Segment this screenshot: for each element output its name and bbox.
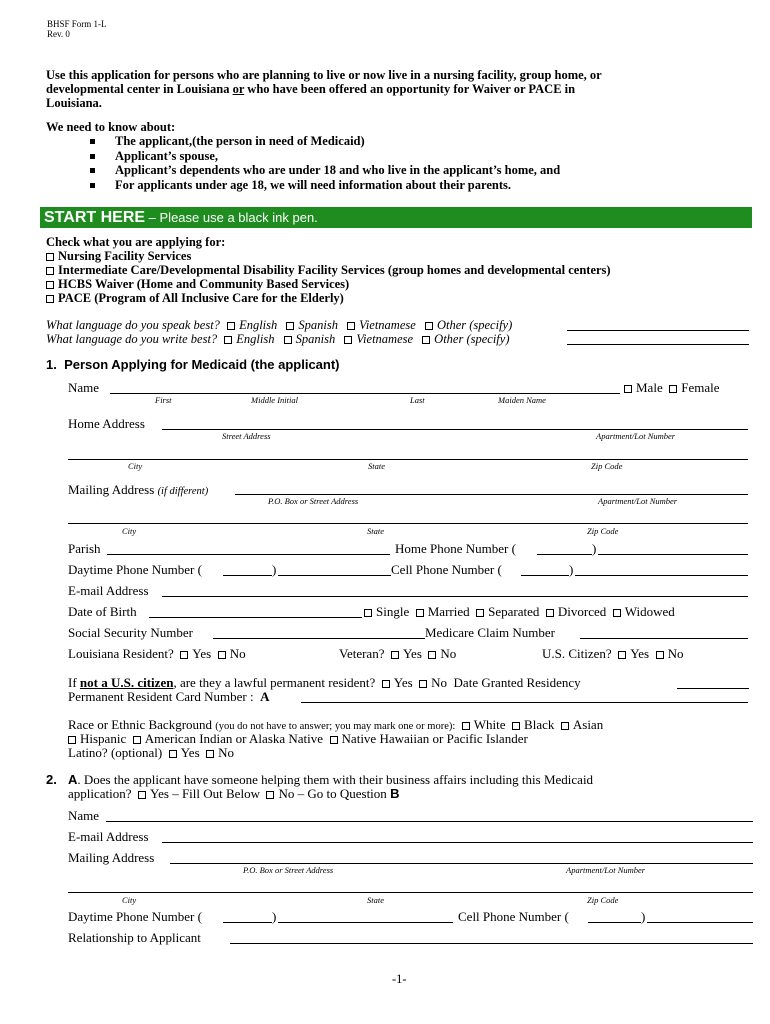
checkbox-icon[interactable] — [624, 385, 632, 393]
cell-phone-area-field[interactable] — [521, 575, 569, 576]
medicare-label: Medicare Claim Number — [425, 625, 555, 640]
checkbox-icon[interactable] — [218, 651, 226, 659]
helper-name-field[interactable] — [106, 821, 753, 822]
checkbox-icon[interactable] — [425, 322, 433, 330]
paren: ) — [272, 562, 277, 577]
page-number: -1- — [392, 972, 407, 986]
banner-subtitle: Please use a black ink pen. — [159, 210, 318, 225]
sub-apt: Apartment/Lot Number — [596, 431, 676, 441]
ssn-field[interactable] — [213, 638, 425, 639]
checkbox-icon[interactable] — [618, 651, 626, 659]
parish-label: Parish — [68, 541, 101, 556]
helper-email-label: E-mail Address — [68, 829, 149, 844]
sub-middle: Middle Initial — [251, 395, 298, 405]
latino-row: Latino? (optional) Yes No — [68, 745, 235, 760]
section-1-heading: 1. Person Applying for Medicaid (the applicant) — [46, 357, 340, 372]
sub-street: Street Address — [222, 431, 271, 441]
sub-first: First — [155, 395, 172, 405]
checkbox-icon[interactable] — [330, 736, 338, 744]
checkbox-icon[interactable] — [138, 791, 146, 799]
applying-option-pace[interactable]: PACE (Program of All Inclusive Care for the Elderly) — [46, 291, 344, 306]
paren: ) — [272, 909, 277, 924]
paren: ) — [641, 909, 646, 924]
language-speak-other-field[interactable] — [567, 330, 749, 331]
veteran: Veteran? Yes No — [339, 646, 457, 661]
sub-po-box: P.O. Box or Street Address — [243, 865, 334, 875]
checkbox-icon[interactable] — [266, 791, 274, 799]
checkbox-icon[interactable] — [180, 651, 188, 659]
checkbox-icon[interactable] — [382, 680, 390, 688]
mailing-address-label: Mailing Address (if different) — [68, 482, 209, 497]
sex-options: Male Female — [624, 380, 719, 396]
helper-city-state-zip-field[interactable] — [68, 892, 753, 893]
marital-status: Single Married Separated Divorced Widowed — [364, 604, 675, 620]
lawful-resident-question: If not a U.S. citizen, are they a lawful permanent resident? Yes No Date Granted Residency — [68, 675, 581, 690]
paren: ) — [569, 562, 574, 577]
email-field[interactable] — [162, 596, 748, 597]
banner-title: START HERE — [44, 209, 146, 226]
race-row-2: Hispanic American Indian or Alaska Native Native Hawaiian or Pacific Islander — [68, 731, 528, 747]
dob-label: Date of Birth — [68, 604, 137, 619]
sub-maiden: Maiden Name — [498, 395, 546, 405]
checkbox-icon[interactable] — [133, 736, 141, 744]
form-revision: Rev. 0 — [47, 29, 70, 39]
dob-field[interactable] — [149, 617, 362, 618]
race-row-1: Race or Ethnic Background (you do not have to answer; you may mark one or more): White Black Asian — [68, 717, 604, 732]
checkbox-icon[interactable] — [656, 651, 664, 659]
checkbox-icon[interactable] — [391, 651, 399, 659]
mailing-address-field[interactable] — [235, 494, 748, 495]
helper-cell-phone-label: Cell Phone Number ( — [458, 909, 569, 924]
medicare-field[interactable] — [580, 638, 748, 639]
checkbox-icon[interactable] — [347, 322, 355, 330]
sub-state: State — [367, 526, 384, 536]
need-item: The applicant,(the person in need of Medicaid) — [90, 134, 560, 149]
checkbox-icon[interactable] — [422, 336, 430, 344]
name-label: Name — [68, 380, 100, 395]
section-2-question-line-2: application? Yes – Fill Out Below No – Go to Question B — [68, 786, 400, 801]
home-phone-label: Home Phone Number ( — [395, 541, 516, 556]
need-label: We need to know about: — [46, 120, 176, 134]
home-address-field[interactable] — [162, 429, 748, 430]
parish-field[interactable] — [107, 554, 390, 555]
sub-last: Last — [410, 395, 425, 405]
mailing-city-state-zip-field[interactable] — [68, 523, 748, 524]
daytime-phone-field[interactable] — [278, 575, 391, 576]
helper-daytime-phone-area-field[interactable] — [223, 922, 272, 923]
helper-name-label: Name — [68, 808, 100, 823]
sub-apt: Apartment/Lot Number — [566, 865, 646, 875]
section-2-question-line-1: A. Does the applicant have someone helping them with their business affairs including this Medicaid — [68, 772, 594, 787]
helper-daytime-phone-field[interactable] — [278, 922, 453, 923]
checkbox-icon[interactable] — [613, 609, 621, 617]
checkbox-icon[interactable] — [416, 609, 424, 617]
sub-apt: Apartment/Lot Number — [598, 496, 678, 506]
checkbox-icon[interactable] — [68, 736, 76, 744]
helper-daytime-phone-label: Daytime Phone Number ( — [68, 909, 202, 924]
email-label: E-mail Address — [68, 583, 149, 598]
form-id: BHSF Form 1-L — [47, 19, 107, 29]
helper-email-field[interactable] — [162, 842, 753, 843]
language-write-other-field[interactable] — [567, 344, 749, 345]
sub-city: City — [122, 526, 137, 536]
perm-card-label: Permanent Resident Card Number : A — [68, 689, 270, 704]
intro-line-3: Louisiana. — [46, 96, 102, 110]
checkbox-icon[interactable] — [669, 385, 677, 393]
intro-line-1: Use this application for persons who are planning to live or now live in a nursing facility, group home, or — [46, 68, 602, 82]
section-2-number: 2. — [46, 772, 57, 787]
date-granted-field[interactable] — [677, 688, 749, 689]
daytime-phone-label: Daytime Phone Number ( — [68, 562, 202, 577]
paren: ) — [592, 541, 597, 556]
sub-city: City — [128, 461, 143, 471]
home-address-label: Home Address — [68, 416, 145, 431]
helper-mailing-field[interactable] — [170, 863, 753, 864]
applying-option-nursing[interactable]: Nursing Facility Services — [46, 249, 191, 264]
checkbox-icon[interactable] — [462, 722, 470, 730]
relationship-label: Relationship to Applicant — [68, 930, 201, 945]
checkbox-icon[interactable] — [512, 722, 520, 730]
relationship-field[interactable] — [230, 943, 753, 944]
language-write-row: What language do you write best? English Spanish Vietnamese Other (specify) — [46, 332, 510, 346]
checkbox-icon[interactable] — [344, 336, 352, 344]
start-here-banner: START HERE – Please use a black ink pen. — [40, 207, 752, 228]
checkbox-icon[interactable] — [428, 651, 436, 659]
sub-zip: Zip Code — [587, 895, 619, 905]
checkbox-icon[interactable] — [224, 336, 232, 344]
home-city-state-zip-field[interactable] — [68, 459, 748, 460]
sub-po-box: P.O. Box or Street Address — [268, 496, 359, 506]
checkbox-icon[interactable] — [364, 609, 372, 617]
helper-cell-phone-area-field[interactable] — [588, 922, 641, 923]
checkbox-icon[interactable] — [284, 336, 292, 344]
perm-card-field[interactable] — [301, 702, 748, 703]
need-item: Applicant’s spouse, — [90, 149, 560, 164]
sub-city: City — [122, 895, 137, 905]
la-resident: Louisiana Resident? Yes No — [68, 646, 246, 661]
home-phone-area-field[interactable] — [537, 554, 592, 555]
daytime-phone-area-field[interactable] — [223, 575, 272, 576]
checkbox-icon[interactable] — [546, 609, 554, 617]
cell-phone-label: Cell Phone Number ( — [391, 562, 502, 577]
helper-cell-phone-field[interactable] — [647, 922, 753, 923]
home-phone-field[interactable] — [598, 554, 748, 555]
checkbox-icon[interactable] — [286, 322, 294, 330]
helper-mailing-label: Mailing Address — [68, 850, 155, 865]
applying-option-icf[interactable]: Intermediate Care/Developmental Disability Facility Services (group homes and developmental centers) — [46, 263, 611, 278]
checkbox-icon[interactable] — [46, 295, 54, 303]
checkbox-icon[interactable] — [46, 267, 54, 275]
checkbox-icon[interactable] — [169, 750, 177, 758]
checkbox-icon[interactable] — [46, 281, 54, 289]
applying-label: Check what you are applying for: — [46, 235, 226, 249]
language-speak-row: What language do you speak best? English Spanish Vietnamese Other (specify) — [46, 318, 513, 332]
checkbox-icon[interactable] — [561, 722, 569, 730]
checkbox-icon[interactable] — [419, 680, 427, 688]
need-item: Applicant’s dependents who are under 18 and who live in the applicant’s home, and — [90, 163, 560, 178]
applying-option-hcbs[interactable]: HCBS Waiver (Home and Community Based Services) — [46, 277, 349, 292]
need-item: For applicants under age 18, we will need information about their parents. — [90, 178, 560, 193]
ssn-label: Social Security Number — [68, 625, 193, 640]
sub-state: State — [367, 895, 384, 905]
applicant-name-field[interactable] — [110, 393, 620, 394]
checkbox-icon[interactable] — [227, 322, 235, 330]
intro-line-2: developmental center in Louisiana or who have been offered an opportunity for Waiver or PACE in — [46, 82, 576, 96]
checkbox-icon[interactable] — [46, 253, 54, 261]
sub-state: State — [368, 461, 385, 471]
sub-zip: Zip Code — [587, 526, 619, 536]
cell-phone-field[interactable] — [575, 575, 748, 576]
us-citizen: U.S. Citizen? Yes No — [542, 646, 684, 661]
sub-zip: Zip Code — [591, 461, 623, 471]
need-list — [90, 134, 560, 192]
checkbox-icon[interactable] — [206, 750, 214, 758]
checkbox-icon[interactable] — [476, 609, 484, 617]
